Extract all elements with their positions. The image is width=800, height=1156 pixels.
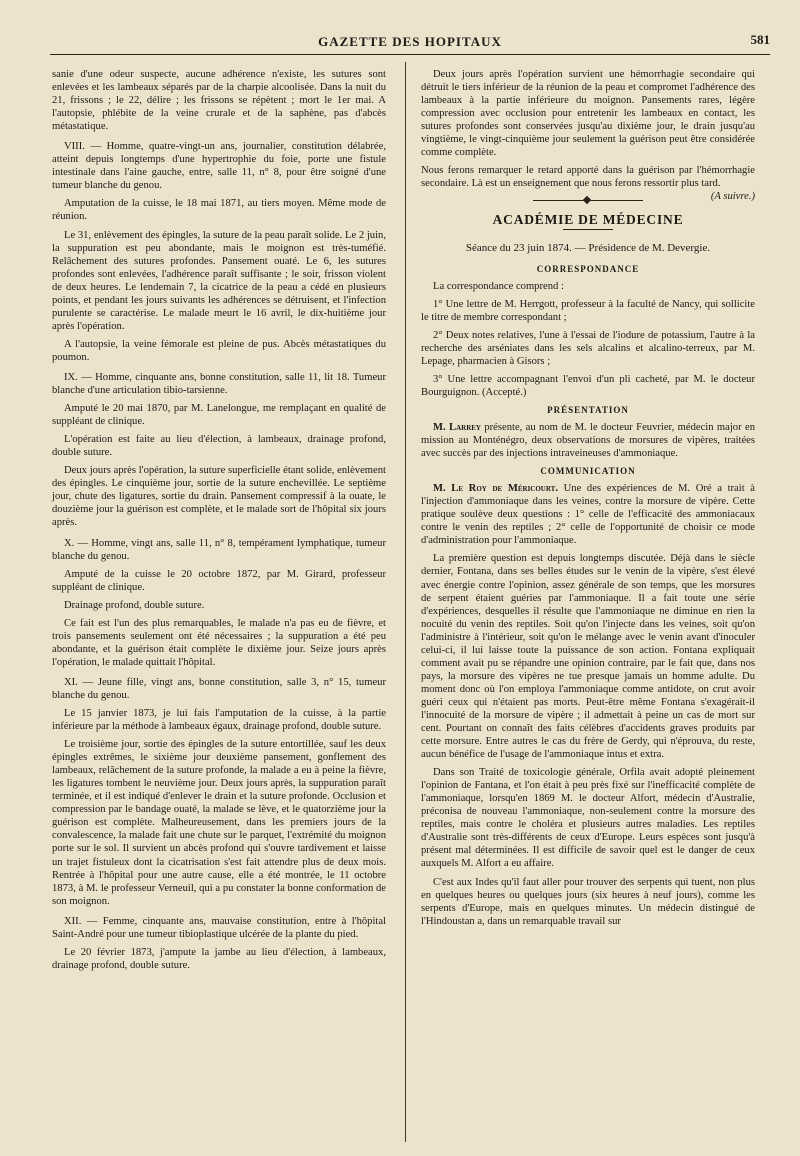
paragraph: L'opération est faite au lieu d'élection, à lambeaux, drainage profond, double suture.: [52, 434, 386, 459]
communication-paragraph: [421, 482, 755, 547]
paragraph: La première question est depuis longtemps discutée. Déjà dans le siècle dernier, Fontana, dans ses belles études sur le venin de la vipère, s'est élevé avec énergie contre l'opinion, assez générale de son temps, que les morsures de serpent étaient guéries par l'ammoniaque. Il a fait toute une série d'expériences, desquelles il résulte que l'ammoniaque ne diminue en rien la nocuité du venin des reptiles. Soit qu'on l'injecte dans les veines, soit qu'on l'administre à l'intérieur, soit qu'on le mélange avec le venin avant d'inoculer celui-ci, il lui laisse toute la puissance de son action. Fontana expliquait comment avait pu se répandre une opinion contraire, par le fait que, dans nos pays, la morsure des vipères ne tue presque jamais un homme adulte. Du moment donc où l'on employa l'ammoniaque comme antidote, on crut avoir guéri ceux qui n'étaient pas morts. Peut-être même Fontana s'exagérait-il l'innocuité de la morsure de vipère ; il admettait à peine un cas de mort sur cent. Pourtant on connaît des faits célèbres d'accidents graves produits par cette morsure. Entre autres le cas du frère de Gerdy, qui n'éprouva, du reste, aucun bénéfice de l'usage de l'ammoniaque intus et extra.: [421, 553, 755, 761]
paragraph: Le 31, enlèvement des épingles, la suture de la peau paraît solide. Le 2 juin, la suppuration est peu abondante, mais le moignon est très-tuméfié. Relâchement des sutures profondes. Pansement ouaté. Le 6, les sutures profondes sont enlevées, l'adhérence paraît suffisante ; le soir, frisson violent de deux heures. Le lendemain 7, la cicatrice de la peau a cédé en plusieurs points, et pendant les jours suivants les adhérences se détruisent, et l'infection purulente se caractérise. Le malade meurt le 16 avril, le dix-huitième jour après l'opération.: [52, 229, 386, 332]
page-number: 581: [750, 32, 770, 47]
case-xi-intro: XI. — Jeune fille, vingt ans, bonne constitution, salle 3, n° 15, tumeur blanche du genou.: [52, 676, 386, 701]
list-item: 2° Deux notes relatives, l'une à l'essai de l'iodure de potassium, l'autre à la recherche des arséniates dans les sels alcalins et alcalino-terreux, par M. Lepage, pharmacien à Gisors ;: [421, 329, 755, 367]
paragraph: Nous ferons remarquer le retard apporté dans la guérison par l'hémorrhagie secondaire. Là est un enseignement que nous ferons ressortir plus tard.: [421, 165, 755, 190]
paragraph: Le troisième jour, sortie des épingles de la suture entortillée, sauf les deux épingles extrêmes, le sixième jour deuxième pansement, gonflement des lambeaux, relâchement de la suture profonde, la malade a eu à peine la fièvre, les ligatures tombent le neuvième jour. Deux jours après, la suppuration paraît terminée, et il est indiqué d'enlever le drain et la suture profonde. Occlusion et compression par le bandage ouaté, la malade se lève, et le quatorzième jour la guérison est complète. Malheureusement, dans les premiers jours de la convalescence, la malade fait une chute sur le parquet, l'extrémité du moignon porte sur le sol. Il survient un abcès profond qui s'ouvre tardivement et laisse un trajet fistuleux dont la cicatrisation s'est fait attendre plus de deux mois. Rentrée à l'hôpital pour une autre cause, elle a été montrée, le 11 octobre 1873, à M. le professeur Verneuil, qui a pu constater la bonne conformation de son moignon.: [52, 739, 386, 907]
speaker-name: M. Larrey: [433, 421, 481, 433]
list-item: 3° Une lettre accompagnant l'envoi d'un pli cacheté, par M. le docteur Bourguignon. (Accepté.): [421, 373, 755, 398]
paragraph: A l'autopsie, la veine fémorale est pleine de pus. Abcès métastatiques du poumon.: [52, 338, 386, 363]
paragraph-text: présente, au nom de M. le docteur Feuvrier, médecin major en mission au Monténégro, deux observations de morsures de vipères, traitées avec succès par des injections intraveineuses d'ammoniaque.: [421, 421, 755, 460]
case-xii-intro: XII. — Femme, cinquante ans, mauvaise constitution, entre à l'hôpital Saint-André pour une tumeur tibioplastique ulcérée de la plante du pied.: [52, 915, 386, 940]
running-title: GAZETTE DES HOPITAUX: [318, 34, 502, 49]
session-line: Séance du 23 juin 1874. — Présidence de M. Devergie.: [465, 242, 711, 255]
communication-heading: COMMUNICATION: [540, 466, 636, 477]
case-ix-intro: IX. — Homme, cinquante ans, bonne constitution, salle 11, lit 18. Tumeur blanche d'une articulation tibio-tarsienne.: [52, 371, 386, 397]
paragraph: Amputé le 20 mai 1870, par M. Lanelongue, me remplaçant en qualité de suppléant de clinique.: [52, 403, 386, 428]
left-column: [52, 68, 386, 977]
section-title: ACADÉMIE DE MÉDECINE: [492, 212, 684, 228]
paragraph: La correspondance comprend :: [433, 280, 564, 292]
paragraph: Le 15 janvier 1873, je lui fais l'amputation de la cuisse, à la partie inférieure par la méthode à lambeaux égaux, drainage profond, double suture.: [52, 708, 386, 733]
paragraph: sanie d'une odeur suspecte, aucune adhérence n'existe, les sutures sont enlevées et les lambeaux séparés par de la charpie alcoolisée. Dans la nuit du 21, frissons ; le 22, délire ; les frissons se répètent ; mort le 1er mai. A l'autopsie, phlébite de la veine crurale et de la saphène, pas d'abcès métastatique.: [52, 69, 386, 133]
section-divider: [533, 200, 643, 201]
presentation-paragraph: [421, 421, 755, 460]
paragraph: Dans son Traité de toxicologie générale, Orfila avait adopté pleinement l'opinion de Fantana, et l'on était à peu près fixé sur l'inefficacité complète de l'ammoniaque, lorsqu'en 1869 M. le docteur Alfort, médecin d'Australie, préconisa de nouveau l'ammoniaque, non-seulement contre la morsure des reptiles, mais contre le choléra et plusieurs autres maladies. Les reptiles d'Australie sont très-différents de ceux d'Europe. Leurs espèces sont jusqu'à présent mal déterminées. Il est difficile de savoir quel est le danger de ceux auxquels M. Alfort a eu affaire.: [421, 767, 755, 870]
list-item: 1° Une lettre de M. Herrgott, professeur à la faculté de Nancy, qui sollicite le titre de membre correspondant ;: [421, 298, 755, 323]
paragraph: Deux jours après l'opération survient une hémorrhagie secondaire qui détruit le tiers inférieur de la réunion de la peau et compromet l'adhérence des lambeaux à la partie inférieure du moignon. Pansements rares, légère compression avec occlusion pour entretenir les lambeaux en contact, les sutures profondes sont conservées jusqu'au dixième jour, le drain jusqu'au vingtième, le vingt-cinquième jour seulement la guérison peut être considérée comme complète.: [421, 69, 755, 159]
case-x-intro: X. — Homme, vingt ans, salle 11, n° 8, tempérament lymphatique, tumeur blanche du genou.: [52, 537, 386, 562]
paragraph: Deux jours après l'opération, la suture superficielle étant solide, enlèvement des épingles. Le cinquième jour, sortie de la suture enchevillée. Le septième jour, chute des ligatures, sortie du drain. Pansement compressif à la ouate, le douzième jour la guérison est complète, et le malade sort de l'hôpital six jours après.: [52, 465, 386, 529]
column-rule: [405, 62, 406, 1142]
right-column: [421, 68, 755, 933]
paragraph: Le 20 février 1873, j'ampute la jambe au lieu d'élection, à lambeaux, drainage profond, double suture.: [52, 946, 386, 971]
paragraph: Drainage profond, double suture.: [64, 599, 205, 611]
paragraph: Ce fait est l'un des plus remarquables, le malade n'a pas eu de fièvre, et trois pansements seulement ont été nécessaires ; la suppuration a été peu abondante, et la guérison était complète le dixième jour. Seize jours après l'opération, le malade quittait l'hôpital.: [52, 617, 386, 668]
continued-note: (A suivre.): [710, 191, 755, 203]
title-rule: [563, 229, 613, 230]
paragraph-text: Une des expériences de M. Oré a trait à l'injection d'ammoniaque dans les veines, contre la morsure de vipère. Cette pratique soulève deux questions : 1° celle de l'efficacité des ammoniacaux contre le venin des reptiles ; 2° celle de l'opportunité de choisir ce mode d'administration pour l'ammoniaque.: [421, 483, 755, 547]
paragraph: Amputation de la cuisse, le 18 mai 1871, au tiers moyen. Même mode de réunion.: [52, 198, 386, 223]
presentation-heading: PRÉSENTATION: [547, 404, 629, 415]
correspondance-heading: CORRESPONDANCE: [536, 263, 640, 274]
case-viii-intro: VIII. — Homme, quatre-vingt-un ans, journalier, constitution délabrée, atteint depuis longtemps d'une hypertrophie du foie, porte une fistule intestinale dans l'aine gauche, entre, salle 11, n° 8, pour être soigné d'une tumeur blanche du genou.: [52, 141, 386, 192]
page-header: [50, 30, 770, 55]
paragraph-with-continued: [421, 164, 755, 203]
paragraph: Amputé de la cuisse le 20 octobre 1872, par M. Girard, professeur suppléant de clinique.: [52, 568, 386, 593]
paragraph: C'est aux Indes qu'il faut aller pour trouver des serpents qui tuent, non plus en quelques heures ou quelques jours (six heures à neuf jours), comme les serpents d'Europe, mais en quelques minutes. Un médecin distingué de l'Hindoustan a, dans un remarquable travail sur: [421, 876, 755, 927]
speaker-name: M. Le Roy de Méricourt.: [433, 483, 558, 495]
